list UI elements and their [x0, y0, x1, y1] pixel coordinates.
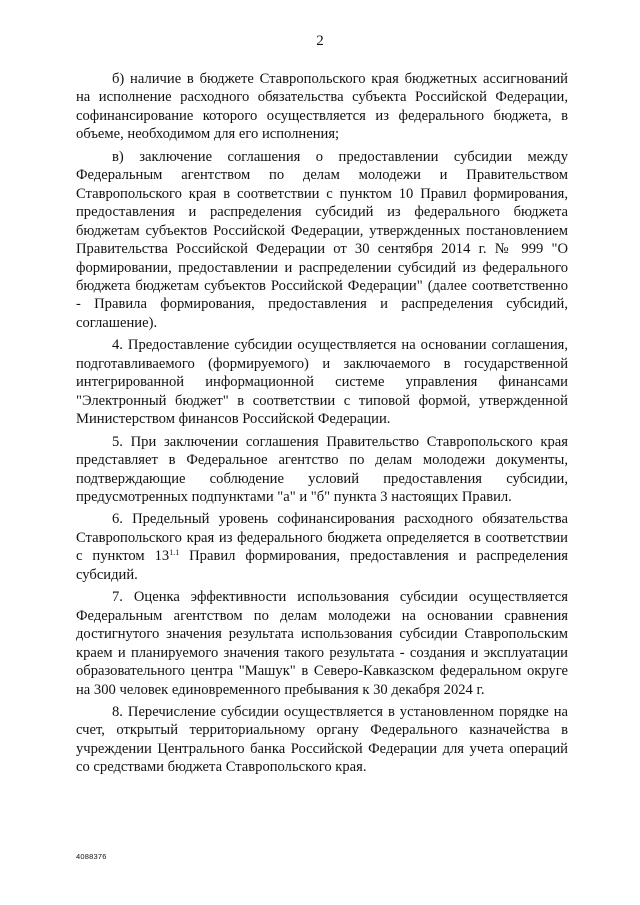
paragraph-subitem-v: в) заключение соглашения о предоставлении субсидии между Федеральным агентством по делам молодежи и Правительством Ставропольского края в соответствии с пунктом 10 Правил формирования, предоставления и распределения субсидий из федерального бюджета бюджетам субъектов Российской Федерации, утвержденных постановлением Правительства Российской Федерации от 30 сентября 2014 г. № 999 "О формировании, предоставлении и распределении субсидий из федерального бюджета бюджетам субъектов Российской Федерации" (далее соответственно - Правила формирования, предоставления и распределения субсидий, соглашение).	[76, 148, 568, 331]
paragraph-item-4: 4. Предоставление субсидии осуществляется на основании соглашения, подготавливаемого (формируемого) и заключаемого в государственной интегрированной информационной системе управления финансами "Электронный бюджет" в соответствии с типовой формой, утвержденной Министерством финансов Российской Федерации.	[76, 337, 568, 428]
paragraph-subitem-b: б) наличие в бюджете Ставропольского края бюджетных ассигнований на исполнение расходного обязательства субъекта Российской Федерации, софинансирование которого осуществляется из федерального бюджета, в объеме, необходимом для его исполнения;	[76, 71, 568, 143]
document-body	[76, 70, 568, 777]
paragraph-item-7: 7. Оценка эффективности использования субсидии осуществляется Федеральным агентством по делам молодежи на основании сравнения достигнутого значения результата использования субсидии Ставропольским краем и планируемого значения такого результата - создания и эксплуатации образовательного центра "Машук" в Северо-Кавказском федеральном округе на 300 человек единовременного пребывания к 30 декабря 2024 г.	[76, 589, 568, 698]
paragraph-item-6-superscript: 1.1	[169, 548, 180, 558]
paragraph-item-5: 5. При заключении соглашения Правительство Ставропольского края представляет в Федеральное агентство по делам молодежи документы, подтверждающие соблюдение условий предоставления субсидии, предусмотренных подпунктами "а" и "б" пункта 3 настоящих Правил.	[76, 433, 568, 505]
page-number: 2	[316, 33, 324, 49]
paragraph-item-6-text-end: Правил формирования, предоставления и распределения субсидий.	[76, 548, 569, 583]
paragraph-item-6-text-start: 6. Предельный уровень софинансирования расходного обязательства Ставропольского края из федерального бюджета определяется в соответствии с пунктом 13	[76, 511, 568, 565]
paragraph-item-8: 8. Перечисление субсидии осуществляется в установленном порядке на счет, открытый территориальному органу Федерального казначейства в учреждении Центрального банка Российской Федерации для учета операций со средствами бюджета Ставропольского края.	[76, 703, 568, 776]
document-code: 4088376	[76, 852, 107, 861]
paragraph-item-6	[76, 510, 568, 584]
